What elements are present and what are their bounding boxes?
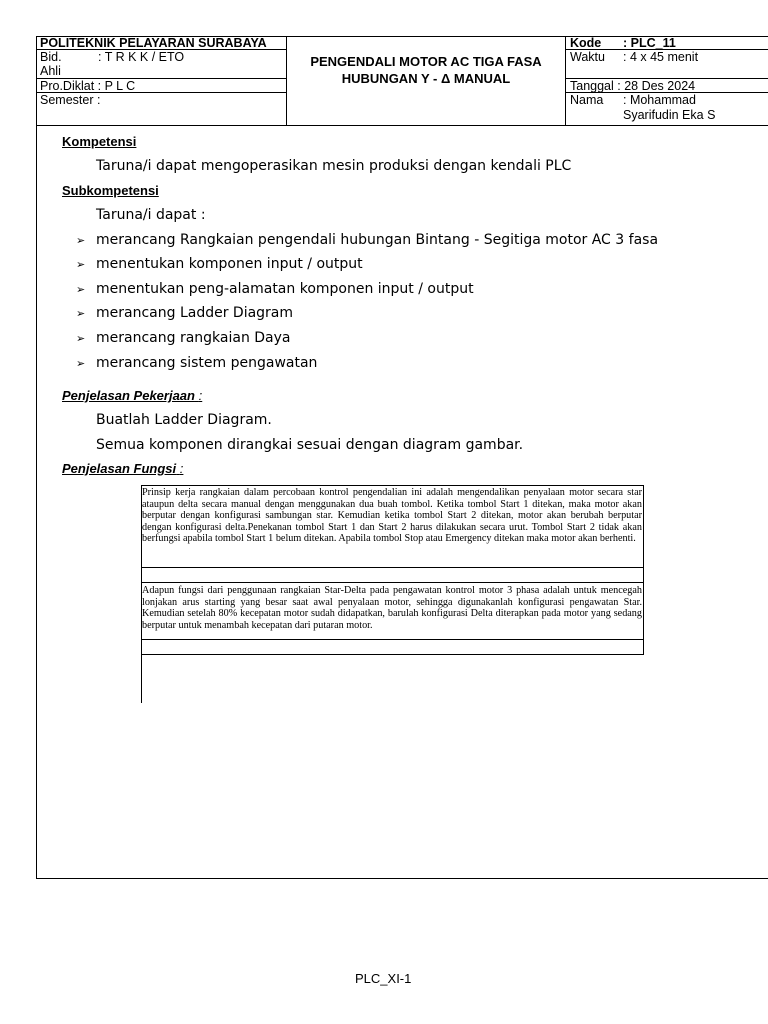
list-item-text: menentukan komponen input / output xyxy=(96,256,363,272)
tanggal: Tanggal : 28 Des 2024 xyxy=(570,79,696,93)
bullet-arrow-icon: ➢ xyxy=(76,234,86,247)
bid-continuation: Ahli xyxy=(40,64,61,78)
pekerjaan-line-1: Buatlah Ladder Diagram. xyxy=(96,412,272,428)
divider xyxy=(141,567,644,568)
kode-value: : PLC_11 xyxy=(623,36,676,50)
divider xyxy=(141,485,644,486)
list-item-text: merancang sistem pengawatan xyxy=(96,355,318,371)
divider xyxy=(141,654,644,655)
waktu-label: Waktu xyxy=(570,50,605,64)
nama-value-1: : Mohammad xyxy=(623,93,696,107)
divider xyxy=(36,125,768,126)
subkompetensi-intro: Taruna/i dapat : xyxy=(96,207,206,223)
kode-label: Kode xyxy=(570,36,602,50)
institution-name: POLITEKNIK PELAYARAN SURABAYA xyxy=(40,36,267,50)
nama-label: Nama xyxy=(570,93,604,107)
pro-diklat: Pro.Diklat : P L C xyxy=(40,79,136,93)
page-footer: PLC_XI-1 xyxy=(355,971,412,986)
kompetensi-text: Taruna/i dapat mengoperasikan mesin produksi dengan kendali PLC xyxy=(96,158,572,174)
bullet-arrow-icon: ➢ xyxy=(76,258,86,271)
pekerjaan-heading xyxy=(62,388,202,403)
bullet-arrow-icon: ➢ xyxy=(76,283,86,296)
bullet-arrow-icon: ➢ xyxy=(76,357,86,370)
fungsi-colon: : xyxy=(179,461,184,476)
kompetensi-heading: Kompetensi xyxy=(62,134,137,149)
pekerjaan-colon: : xyxy=(198,388,203,403)
list-item-text: merancang rangkaian Daya xyxy=(96,330,291,346)
waktu-value: : 4 x 45 menit xyxy=(623,50,699,64)
fungsi-paragraph-1: Prinsip kerja rangkaian dalam percobaan kontrol pengendalian ini adalah mengendalikan penyalaan motor secara star ataupun delta secara manual dengan menggunakan dua buah tombol. Ketika tombol Start 1 ditekan, maka motor akan berputar dengan konfigurasi sambungan star. Kemudian ketika tombol Start 2 ditekan, motor akan berubah berputar dengan konfigurasi delta.Penekanan tombol Start 1 dan Start 2 harus dilakukan secara urut. Tombol Start 2 tidak akan berfungsi apabila tombol Start 1 belum ditekan. Apabila tombol Stop atau Emergency ditekan maka motor akan berhenti. xyxy=(142,487,642,545)
bullet-arrow-icon: ➢ xyxy=(76,332,86,345)
bid-value: : T R K K / ETO xyxy=(98,50,185,64)
bid-label: Bid. xyxy=(40,50,62,64)
pekerjaan-line-2: Semua komponen dirangkai sesuai dengan diagram gambar. xyxy=(96,437,524,453)
divider xyxy=(36,36,37,879)
pekerjaan-heading-text: Penjelasan Pekerjaan xyxy=(62,388,195,403)
divider xyxy=(141,582,644,583)
bullet-arrow-icon: ➢ xyxy=(76,307,86,320)
list-item-text: menentukan peng-alamatan komponen input / output xyxy=(96,281,474,297)
divider xyxy=(141,639,644,640)
list-item-text: merancang Rangkaian pengendali hubungan Bintang - Segitiga motor AC 3 fasa xyxy=(96,232,659,248)
divider xyxy=(643,485,644,655)
title-line-1: PENGENDALI MOTOR AC TIGA FASA xyxy=(310,54,542,69)
title-line-2: HUBUNGAN Y - Δ MANUAL xyxy=(341,71,511,86)
fungsi-heading xyxy=(62,461,183,476)
subkompetensi-heading: Subkompetensi xyxy=(62,183,159,198)
fungsi-paragraph-2: Adapun fungsi dari penggunaan rangkaian Star-Delta pada pengawatan kontrol motor 3 phasa adalah untuk mencegah lonjakan arus starting yang besar saat awal penyalaan motor, sehingga digunakanlah konfigurasi pengawatan Star. Kemudian setelah 80% kecepatan motor sudah didapatkan, barulah konfigurasi Delta diterapkan pada motor yang sedang berputar untuk menambah kecepatan dari putaran motor. xyxy=(142,585,642,631)
document-title xyxy=(287,37,565,124)
fungsi-heading-text: Penjelasan Fungsi xyxy=(62,461,177,476)
semester: Semester : xyxy=(40,93,101,107)
divider xyxy=(36,878,768,879)
list-item-text: merancang Ladder Diagram xyxy=(96,305,294,321)
nama-value-2: Syarifudin Eka S xyxy=(623,108,716,122)
